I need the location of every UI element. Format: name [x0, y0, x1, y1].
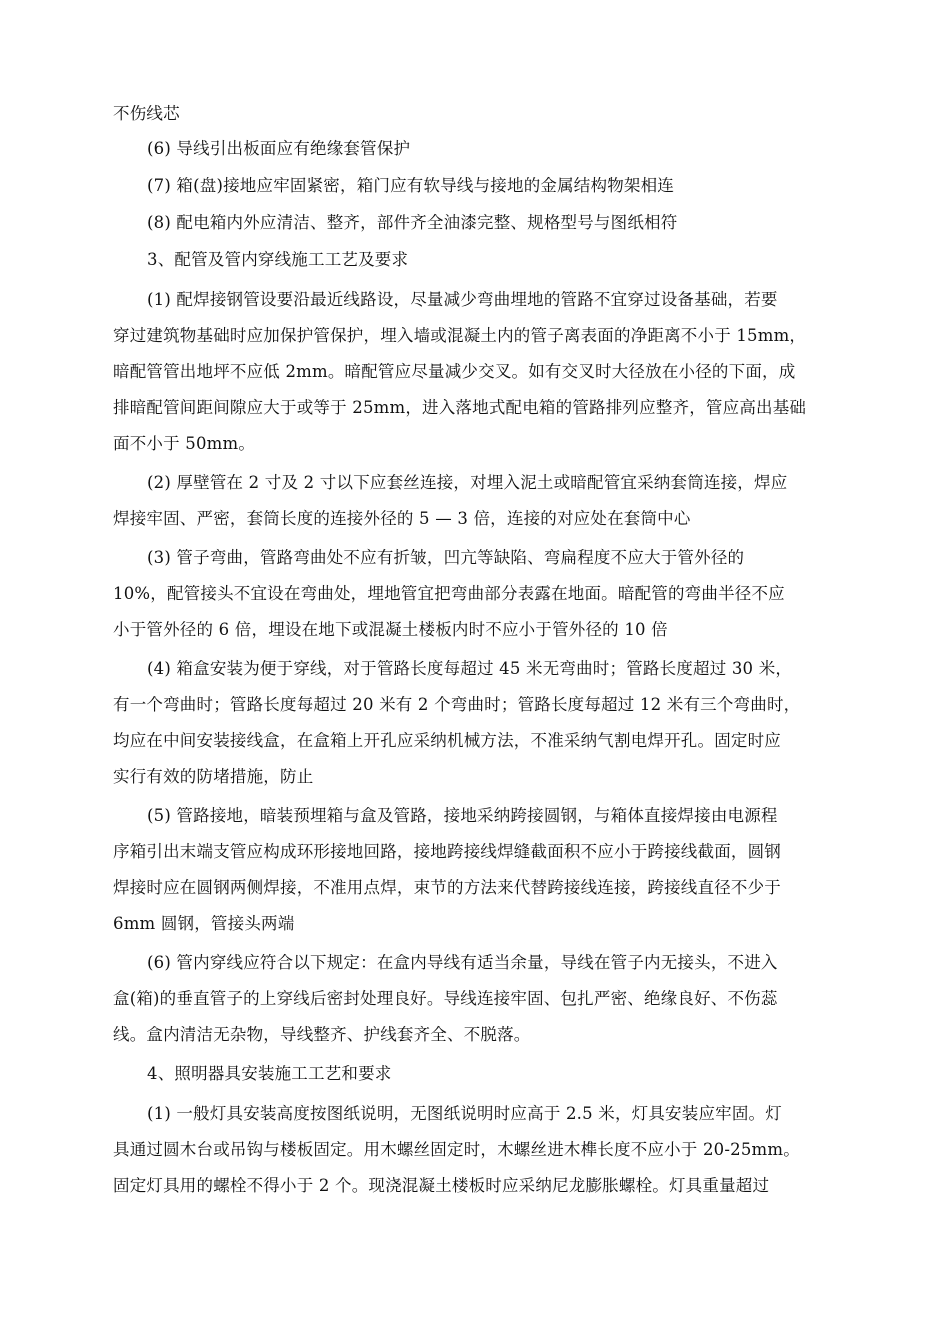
list-item: (8) 配电箱内外应清洁、整齐，部件齐全油漆完整、规格型号与图纸相符 [147, 213, 678, 232]
paragraph-line: (3) 管子弯曲，管路弯曲处不应有折皱，凹亢等缺陷、弯扁程度不应大于管外径的 [147, 548, 745, 567]
paragraph-line: 面不小于 50mm。 [113, 434, 256, 453]
paragraph-line: 穿过建筑物基础时应加保护管保护，埋入墙或混凝土内的管子离表面的净距离不小于 15mm， [113, 326, 807, 345]
text-line: 不伤线芯 [113, 104, 180, 123]
paragraph-line: 序箱引出末端支管应构成环形接地回路，接地跨接线焊缝截面积不应小于跨接线截面，圆钢 [113, 842, 781, 861]
paragraph-line: (4) 箱盒安装为便于穿线，对于管路长度每超过 45 米无弯曲时；管路长度超过 30 米， [147, 659, 793, 678]
paragraph-line: 线。盒内清洁无杂物，导线整齐、护线套齐全、不脱落。 [113, 1025, 531, 1044]
paragraph-line: 焊接时应在圆钢两侧焊接，不准用点焊，束节的方法来代替跨接线连接，跨接线直径不少于 [113, 878, 781, 897]
paragraph-line: 焊接牢固、严密，套筒长度的连接外径的 5 — 3 倍，连接的对应处在套筒中心 [113, 509, 691, 528]
paragraph-line: 有一个弯曲时；管路长度每超过 20 米有 2 个弯曲时；管路长度每超过 12 米有三个弯曲时， [113, 695, 801, 714]
list-item: (6) 导线引出板面应有绝缘套管保护 [147, 139, 411, 158]
paragraph-line: 暗配管管出地坪不应低 2mm。暗配管应尽量减少交叉。如有交叉时大径放在小径的下面，成 [113, 362, 796, 381]
paragraph-line: 盒(箱)的垂直管子的上穿线后密封处理良好。导线连接牢固、包扎严密、绝缘良好、不伤蕊 [113, 989, 778, 1008]
section-heading: 4、照明器具安装施工工艺和要求 [147, 1064, 392, 1083]
paragraph-line: 排暗配管间距间隙应大于或等于 25mm，进入落地式配电箱的管路排列应整齐，管应高出基础 [113, 398, 807, 417]
paragraph-line: (1) 配焊接钢管设要沿最近线路设，尽量减少弯曲埋地的管路不宜穿过设备基础，若要 [147, 290, 778, 309]
paragraph-line: (2) 厚壁管在 2 寸及 2 寸以下应套丝连接，对埋入泥土或暗配管宜采纳套筒连接，焊应 [147, 473, 788, 492]
paragraph-line: (5) 管路接地，暗装预埋箱与盒及管路，接地采纳跨接圆钢，与箱体直接焊接由电源程 [147, 806, 778, 825]
list-item: (7) 箱(盘)接地应牢固紧密，箱门应有软导线与接地的金属结构物架相连 [147, 176, 674, 195]
section-heading: 3、配管及管内穿线施工工艺及要求 [147, 250, 409, 269]
paragraph-line: 具通过圆木台或吊钩与楼板固定。用木螺丝固定时，木螺丝进木榫长度不应小于 20-25mm。 [113, 1140, 800, 1159]
paragraph-line: (6) 管内穿线应符合以下规定：在盒内导线有适当余量，导线在管子内无接头，不进入 [147, 953, 778, 972]
paragraph-line: 小于管外径的 6 倍，埋设在地下或混凝土楼板内时不应小于管外径的 10 倍 [113, 620, 668, 639]
paragraph-line: 6mm 圆钢，管接头两端 [113, 914, 295, 933]
paragraph-line: 固定灯具用的螺栓不得小于 2 个。现浇混凝土楼板时应采纳尼龙膨胀螺栓。灯具重量超过 [113, 1176, 770, 1195]
paragraph-line: 实行有效的防堵措施，防止 [113, 767, 314, 786]
paragraph-line: 10%，配管接头不宜设在弯曲处，埋地管宜把弯曲部分表露在地面。暗配管的弯曲半径不应 [113, 584, 785, 603]
paragraph-line: (1) 一般灯具安装高度按图纸说明，无图纸说明时应高于 2.5 米，灯具安装应牢固。灯 [147, 1104, 782, 1123]
paragraph-line: 均应在中间安装接线盒，在盒箱上开孔应采纳机械方法，不准采纳气割电焊开孔。固定时应 [113, 731, 781, 750]
